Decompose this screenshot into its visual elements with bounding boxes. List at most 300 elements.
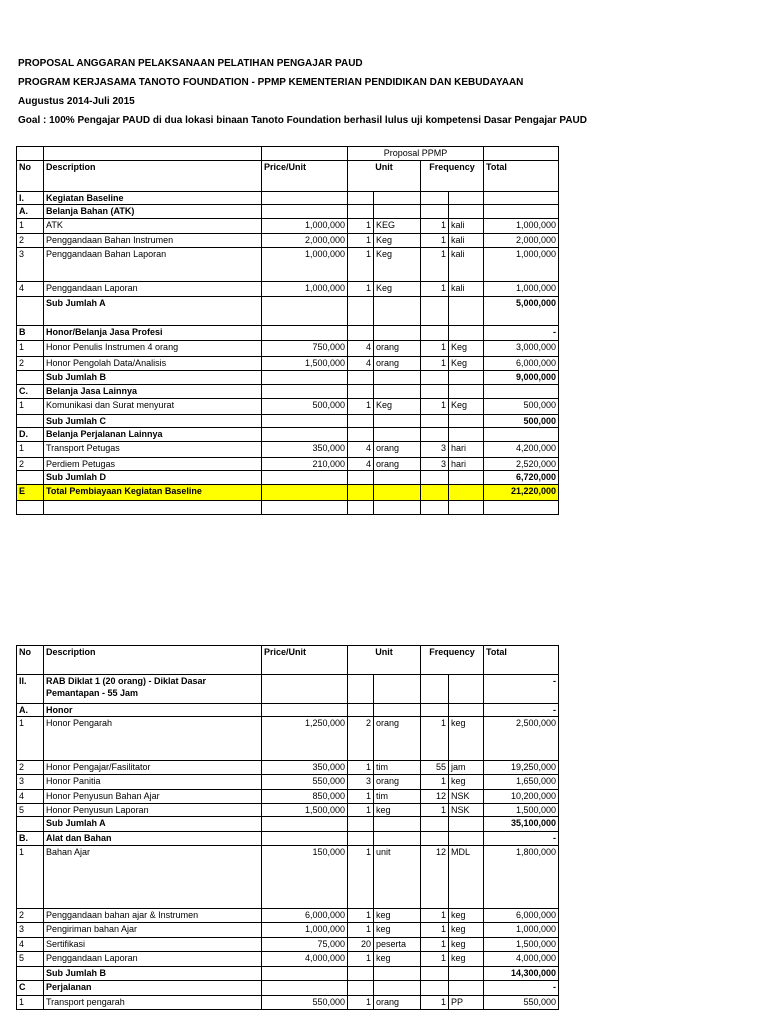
cell-frequency: 1 — [421, 952, 449, 967]
cell-price: 350,000 — [262, 442, 348, 458]
cell-no: C. — [17, 385, 44, 399]
cell-frequency: 1 — [421, 804, 449, 817]
cell-frequency — [421, 817, 449, 832]
cell-quantity — [348, 485, 374, 501]
table-row — [17, 761, 559, 775]
cell-frequency-unit: keg — [449, 952, 484, 967]
cell-price — [262, 501, 348, 515]
cell-frequency-unit: Keg — [449, 399, 484, 415]
cell-no: 1 — [17, 399, 44, 415]
cell-no: 1 — [17, 341, 44, 357]
cell-quantity — [348, 471, 374, 485]
cell-unit: unit — [374, 846, 421, 909]
cell-no: 2 — [17, 234, 44, 248]
table-row — [17, 938, 559, 952]
cell-no: 2 — [17, 458, 44, 471]
cell-price — [262, 385, 348, 399]
col-header-price: Price/Unit — [262, 161, 348, 192]
cell-unit: keg — [374, 804, 421, 817]
cell-no: 5 — [17, 952, 44, 967]
program-line: PROGRAM KERJASAMA TANOTO FOUNDATION - PPMP KEMENTERIAN PENDIDIKAN DAN KEBUDAYAAN — [18, 77, 524, 88]
cell-quantity — [348, 428, 374, 442]
table-section-row — [17, 371, 559, 385]
cell-description: Bahan Ajar — [44, 846, 262, 909]
table-section-row — [17, 297, 559, 326]
cell-no — [17, 817, 44, 832]
cell-description: Honor Pengajar/Fasilitator — [44, 761, 262, 775]
cell-total: 5,000,000 — [484, 297, 559, 326]
cell-unit: keg — [374, 909, 421, 923]
cell-total: 6,720,000 — [484, 471, 559, 485]
cell-frequency-unit — [449, 501, 484, 515]
cell-frequency-unit — [449, 832, 484, 846]
cell-frequency: 1 — [421, 717, 449, 761]
cell-frequency: 12 — [421, 846, 449, 909]
cell-price — [262, 471, 348, 485]
cell-price — [262, 817, 348, 832]
col-header-unit: Unit — [348, 161, 421, 192]
cell-frequency-unit: keg — [449, 909, 484, 923]
table-row — [17, 923, 559, 938]
cell-unit: orang — [374, 775, 421, 790]
cell-frequency-unit — [449, 415, 484, 428]
cell-no: 2 — [17, 909, 44, 923]
cell-price: 1,250,000 — [262, 717, 348, 761]
cell-no: 4 — [17, 282, 44, 297]
cell-no: D. — [17, 428, 44, 442]
cell-total: 2,000,000 — [484, 234, 559, 248]
table-row — [17, 282, 559, 297]
cell-price: 550,000 — [262, 775, 348, 790]
table-section-row — [17, 471, 559, 485]
cell-unit: orang — [374, 357, 421, 371]
cell-no: 1 — [17, 219, 44, 234]
cell-price — [262, 415, 348, 428]
cell-unit: orang — [374, 458, 421, 471]
cell-description: Belanja Perjalanan Lainnya — [44, 428, 262, 442]
cell-frequency-unit — [449, 371, 484, 385]
cell-total — [484, 385, 559, 399]
cell-no: 1 — [17, 442, 44, 458]
cell-quantity — [348, 704, 374, 717]
cell-price: 2,000,000 — [262, 234, 348, 248]
cell-total: 1,000,000 — [484, 282, 559, 297]
cell-frequency — [421, 704, 449, 717]
cell-frequency-unit — [449, 981, 484, 996]
cell-no: E — [17, 485, 44, 501]
cell-unit: orang — [374, 996, 421, 1010]
cell-no: 1 — [17, 846, 44, 909]
cell-quantity — [348, 385, 374, 399]
cell-frequency — [421, 471, 449, 485]
table-row — [17, 341, 559, 357]
cell-frequency — [421, 205, 449, 219]
cell-description: Honor Penyusun Bahan Ajar — [44, 790, 262, 804]
cell-total — [484, 501, 559, 515]
cell-quantity: 2 — [348, 717, 374, 761]
cell-frequency — [421, 297, 449, 326]
cell-unit: Keg — [374, 234, 421, 248]
cell-frequency-unit: NSK — [449, 804, 484, 817]
cell-description: Honor Pengolah Data/Analisis — [44, 357, 262, 371]
cell-frequency-unit: jam — [449, 761, 484, 775]
cell-frequency: 3 — [421, 442, 449, 458]
budget-table-baseline — [16, 146, 559, 515]
cell-price: 75,000 — [262, 938, 348, 952]
cell-unit — [374, 967, 421, 981]
cell-description: Penggandaan Bahan Instrumen — [44, 234, 262, 248]
document-header — [18, 54, 587, 130]
cell-price: 500,000 — [262, 399, 348, 415]
cell-quantity: 1 — [348, 804, 374, 817]
col-header-description: Description — [44, 646, 262, 675]
col-header-total: Total — [484, 161, 559, 192]
cell-price — [262, 485, 348, 501]
cell-quantity: 1 — [348, 234, 374, 248]
table-row — [17, 399, 559, 415]
cell-unit — [374, 205, 421, 219]
cell-no: B. — [17, 832, 44, 846]
cell-total: 14,300,000 — [484, 967, 559, 981]
cell-quantity — [348, 501, 374, 515]
cell-unit — [374, 326, 421, 341]
cell-frequency-unit — [449, 192, 484, 205]
cell-price — [262, 675, 348, 704]
cell-no: 3 — [17, 923, 44, 938]
cell-price — [262, 297, 348, 326]
table-row — [17, 952, 559, 967]
cell-unit: tim — [374, 761, 421, 775]
cell-description — [44, 501, 262, 515]
cell-frequency-unit — [449, 385, 484, 399]
cell-unit: Keg — [374, 248, 421, 282]
cell-frequency: 55 — [421, 761, 449, 775]
cell-no: C — [17, 981, 44, 996]
cell-frequency — [421, 385, 449, 399]
cell-unit: orang — [374, 717, 421, 761]
cell-unit — [374, 832, 421, 846]
cell-frequency-unit: Keg — [449, 341, 484, 357]
cell-total: 4,000,000 — [484, 952, 559, 967]
cell-price: 210,000 — [262, 458, 348, 471]
cell-frequency: 1 — [421, 775, 449, 790]
cell-frequency: 1 — [421, 282, 449, 297]
cell-unit: Keg — [374, 399, 421, 415]
cell-description: Alat dan Bahan — [44, 832, 262, 846]
cell-total: 500,000 — [484, 415, 559, 428]
cell-total: 6,000,000 — [484, 909, 559, 923]
cell-quantity — [348, 817, 374, 832]
cell-description: Kegiatan Baseline — [44, 192, 262, 205]
cell-unit: orang — [374, 341, 421, 357]
cell-quantity: 1 — [348, 399, 374, 415]
cell-description: Transport pengarah — [44, 996, 262, 1010]
cell-unit: tim — [374, 790, 421, 804]
cell-frequency-unit: keg — [449, 938, 484, 952]
cell-description: ATK — [44, 219, 262, 234]
cell-description: Belanja Jasa Lainnya — [44, 385, 262, 399]
cell-total: - — [484, 832, 559, 846]
cell-frequency — [421, 832, 449, 846]
cell-frequency-unit — [449, 675, 484, 704]
cell-price: 1,000,000 — [262, 248, 348, 282]
cell-total: 6,000,000 — [484, 357, 559, 371]
table-row — [17, 234, 559, 248]
cell-no: B — [17, 326, 44, 341]
cell-description: Penggandaan Bahan Laporan — [44, 248, 262, 282]
cell-quantity — [348, 675, 374, 704]
cell-description: Sub Jumlah A — [44, 817, 262, 832]
table-row — [17, 357, 559, 371]
table-row — [17, 846, 559, 909]
cell-description: Honor — [44, 704, 262, 717]
cell-unit: keg — [374, 952, 421, 967]
cell-description: Honor Penyusun Laporan — [44, 804, 262, 817]
table-row — [17, 804, 559, 817]
cell-quantity — [348, 297, 374, 326]
cell-description: Sub Jumlah B — [44, 371, 262, 385]
cell-frequency-unit: NSK — [449, 790, 484, 804]
cell-price: 4,000,000 — [262, 952, 348, 967]
cell-total: 1,650,000 — [484, 775, 559, 790]
cell-unit — [374, 501, 421, 515]
cell-no: A. — [17, 704, 44, 717]
col-header-description: Description — [44, 161, 262, 192]
cell-total: - — [484, 326, 559, 341]
cell-price: 550,000 — [262, 996, 348, 1010]
table-section-row — [17, 832, 559, 846]
cell-frequency: 3 — [421, 458, 449, 471]
cell-total: 35,100,000 — [484, 817, 559, 832]
cell-quantity — [348, 832, 374, 846]
cell-total — [484, 205, 559, 219]
table-header-row — [17, 646, 559, 675]
cell-total: 500,000 — [484, 399, 559, 415]
col-header-no: No — [17, 646, 44, 675]
cell-quantity — [348, 192, 374, 205]
cell-description: Honor Pengarah — [44, 717, 262, 761]
cell-frequency-unit — [449, 471, 484, 485]
cell-price — [262, 371, 348, 385]
cell-frequency — [421, 192, 449, 205]
cell-frequency: 1 — [421, 219, 449, 234]
cell-price: 850,000 — [262, 790, 348, 804]
cell-total: 19,250,000 — [484, 761, 559, 775]
col-header-price: Price/Unit — [262, 646, 348, 675]
cell-frequency-unit: kali — [449, 234, 484, 248]
cell-frequency — [421, 371, 449, 385]
table-row — [17, 790, 559, 804]
cell-unit: Keg — [374, 282, 421, 297]
cell-total: - — [484, 675, 559, 704]
cell-total: 2,500,000 — [484, 717, 559, 761]
cell-total — [484, 428, 559, 442]
cell-no — [17, 371, 44, 385]
cell-price — [262, 967, 348, 981]
cell-quantity: 4 — [348, 357, 374, 371]
cell-description: Perjalanan — [44, 981, 262, 996]
cell-unit: peserta — [374, 938, 421, 952]
cell-frequency — [421, 981, 449, 996]
cell-no: A. — [17, 205, 44, 219]
table-row — [17, 909, 559, 923]
col-header-unit: Unit — [348, 646, 421, 675]
cell-price — [262, 205, 348, 219]
cell-frequency-unit: kali — [449, 248, 484, 282]
cell-quantity — [348, 967, 374, 981]
cell-total: 10,200,000 — [484, 790, 559, 804]
cell-total: 1,000,000 — [484, 219, 559, 234]
cell-frequency: 1 — [421, 234, 449, 248]
table-row — [17, 717, 559, 761]
cell-description: Sub Jumlah C — [44, 415, 262, 428]
cell-frequency-unit: kali — [449, 219, 484, 234]
cell-quantity: 1 — [348, 282, 374, 297]
cell-quantity: 1 — [348, 846, 374, 909]
cell-description: RAB Diklat 1 (20 orang) - Diklat Dasar Pemantapan - 55 Jam — [44, 675, 262, 704]
cell-frequency: 1 — [421, 938, 449, 952]
cell-unit: orang — [374, 442, 421, 458]
table-section-row — [17, 192, 559, 205]
cell-frequency — [421, 675, 449, 704]
cell-unit — [374, 704, 421, 717]
cell-no — [17, 415, 44, 428]
cell-quantity: 4 — [348, 458, 374, 471]
budget-table-diklat — [16, 645, 559, 1010]
cell-description: Honor Penulis Instrumen 4 orang — [44, 341, 262, 357]
table-section-row — [17, 675, 559, 704]
cell-description: Sertifikasi — [44, 938, 262, 952]
cell-frequency-unit: kali — [449, 282, 484, 297]
cell-quantity: 1 — [348, 248, 374, 282]
cell-price — [262, 981, 348, 996]
table-section-row — [17, 485, 559, 501]
cell-frequency: 1 — [421, 357, 449, 371]
table-row — [17, 501, 559, 515]
cell-no — [17, 501, 44, 515]
document-title: PROPOSAL ANGGARAN PELAKSANAAN PELATIHAN PENGAJAR PAUD — [18, 58, 363, 69]
cell-frequency-unit — [449, 485, 484, 501]
cell-unit — [374, 428, 421, 442]
cell-unit — [374, 297, 421, 326]
cell-frequency-unit: keg — [449, 923, 484, 938]
cell-description: Komunikasi dan Surat menyurat — [44, 399, 262, 415]
cell-quantity — [348, 371, 374, 385]
cell-unit — [374, 415, 421, 428]
cell-frequency — [421, 485, 449, 501]
cell-no: II. — [17, 675, 44, 704]
table-header-row — [17, 161, 559, 192]
cell-description: Pengiriman bahan Ajar — [44, 923, 262, 938]
cell-description: Perdiem Petugas — [44, 458, 262, 471]
cell-total — [484, 192, 559, 205]
cell-price — [262, 192, 348, 205]
cell-frequency-unit — [449, 297, 484, 326]
cell-total: 550,000 — [484, 996, 559, 1010]
cell-frequency: 1 — [421, 399, 449, 415]
goal-line: Goal : 100% Pengajar PAUD di dua lokasi binaan Tanoto Foundation berhasil lulus uji kompetensi Dasar Pengajar PAUD — [18, 115, 588, 126]
cell-price — [262, 832, 348, 846]
cell-description: Penggandaan Laporan — [44, 282, 262, 297]
cell-total: 1,000,000 — [484, 923, 559, 938]
table-section-row — [17, 704, 559, 717]
cell-frequency-unit: keg — [449, 717, 484, 761]
cell-description: Sub Jumlah A — [44, 297, 262, 326]
cell-no: 3 — [17, 248, 44, 282]
cell-frequency: 1 — [421, 923, 449, 938]
cell-description: Total Pembiayaan Kegiatan Baseline — [44, 485, 262, 501]
cell-unit — [374, 817, 421, 832]
table-section-row — [17, 817, 559, 832]
cell-no: 2 — [17, 357, 44, 371]
table-section-row — [17, 326, 559, 341]
cell-price — [262, 704, 348, 717]
cell-price: 1,500,000 — [262, 357, 348, 371]
cell-unit — [374, 385, 421, 399]
table-section-row — [17, 428, 559, 442]
cell-quantity: 3 — [348, 775, 374, 790]
cell-description: Honor/Belanja Jasa Profesi — [44, 326, 262, 341]
cell-price: 750,000 — [262, 341, 348, 357]
cell-frequency-unit — [449, 817, 484, 832]
cell-frequency — [421, 415, 449, 428]
cell-unit — [374, 471, 421, 485]
cell-total: 2,520,000 — [484, 458, 559, 471]
cell-quantity — [348, 205, 374, 219]
cell-quantity: 1 — [348, 790, 374, 804]
cell-no: I. — [17, 192, 44, 205]
cell-quantity: 1 — [348, 996, 374, 1010]
cell-no: 4 — [17, 938, 44, 952]
col-header-total: Total — [484, 646, 559, 675]
cell-quantity: 1 — [348, 909, 374, 923]
cell-total: 9,000,000 — [484, 371, 559, 385]
cell-frequency-unit — [449, 205, 484, 219]
cell-quantity: 1 — [348, 219, 374, 234]
table-row — [17, 458, 559, 471]
cell-no — [17, 967, 44, 981]
cell-price: 150,000 — [262, 846, 348, 909]
cell-frequency-unit: hari — [449, 458, 484, 471]
cell-frequency-unit: keg — [449, 775, 484, 790]
cell-total: 21,220,000 — [484, 485, 559, 501]
cell-unit — [374, 981, 421, 996]
cell-quantity: 4 — [348, 341, 374, 357]
cell-description: Penggandaan bahan ajar & Instrumen — [44, 909, 262, 923]
cell-description: Sub Jumlah D — [44, 471, 262, 485]
cell-quantity — [348, 981, 374, 996]
table-row — [17, 248, 559, 282]
cell-frequency: 12 — [421, 790, 449, 804]
cell-unit: KEG — [374, 219, 421, 234]
cell-unit — [374, 675, 421, 704]
table-row — [17, 442, 559, 458]
cell-price — [262, 428, 348, 442]
table-section-row — [17, 205, 559, 219]
cell-frequency: 1 — [421, 996, 449, 1010]
cell-frequency — [421, 967, 449, 981]
table-group-header-row — [17, 147, 559, 161]
cell-unit: keg — [374, 923, 421, 938]
table-section-row — [17, 385, 559, 399]
cell-quantity — [348, 415, 374, 428]
col-header-frequency: Frequency — [421, 161, 484, 192]
cell-frequency — [421, 326, 449, 341]
cell-total: 1,000,000 — [484, 248, 559, 282]
cell-quantity: 4 — [348, 442, 374, 458]
cell-price: 1,000,000 — [262, 219, 348, 234]
cell-quantity: 1 — [348, 761, 374, 775]
